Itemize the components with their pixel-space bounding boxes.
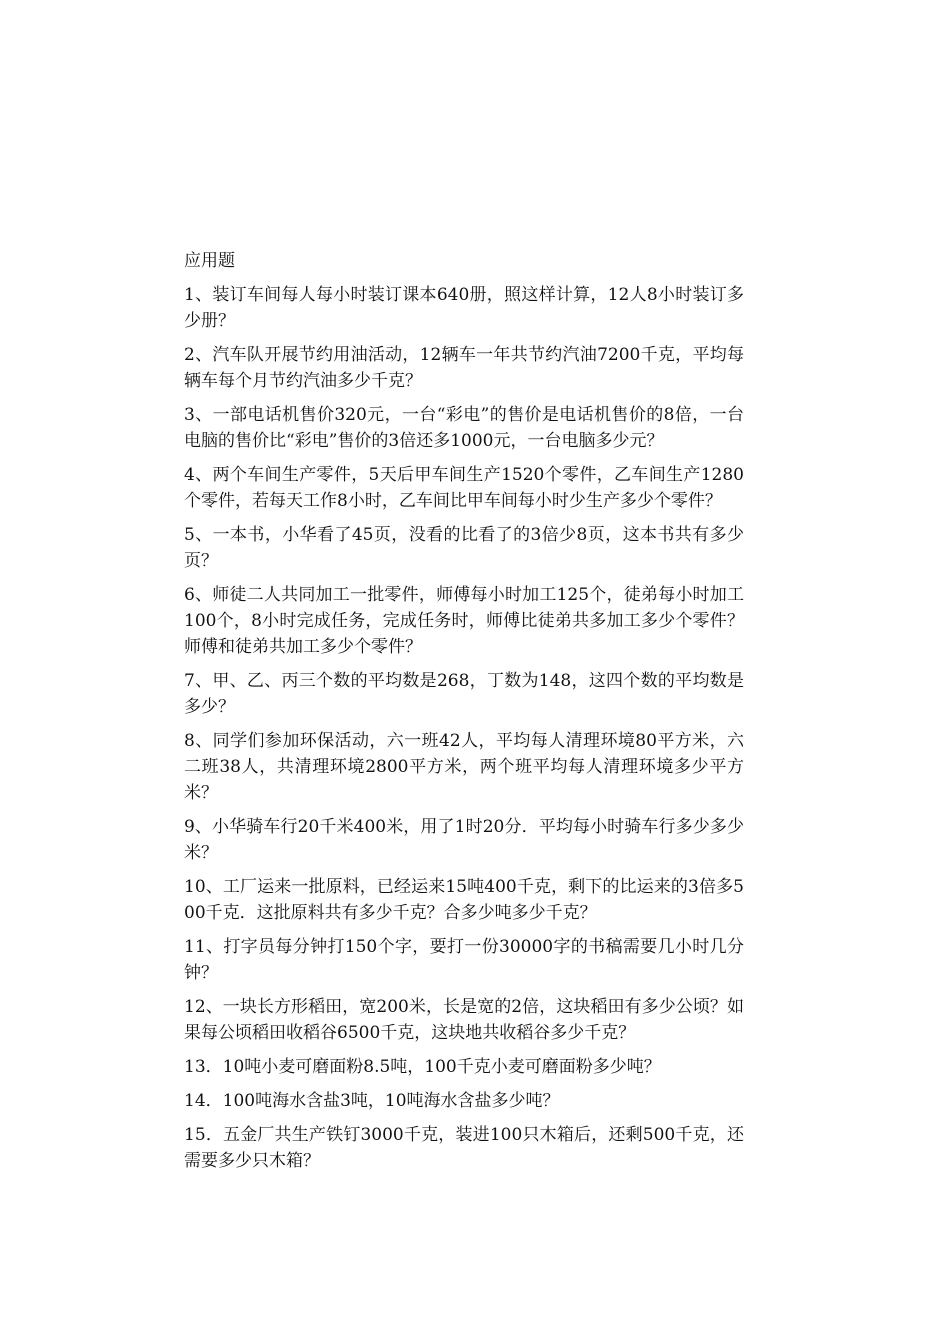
- problem-5: 5、一本书，小华看了45页，没看的比看了的3倍少8页，这本书共有多少页？: [184, 525, 744, 571]
- problem-13: 13．10吨小麦可磨面粉8.5吨，100千克小麦可磨面粉多少吨？: [184, 1057, 661, 1077]
- problem-8: 8、同学们参加环保活动，六一班42人，平均每人清理环境80平方米，六二班38人，共清理环境2800平方米，两个班平均每人清理环境多少平方米？: [184, 731, 744, 803]
- problem-3: 3、一部电话机售价320元，一台“彩电”的售价是电话机售价的8倍，一台电脑的售价比“彩电”售价的3倍还多1000元，一台电脑多少元？: [184, 405, 744, 451]
- problem-14: 14．100吨海水含盐3吨，10吨海水含盐多少吨？: [184, 1091, 560, 1111]
- problem-10: 10、工厂运来一批原料，已经运来15吨400千克，剩下的比运来的3倍多500千克．这批原料共有多少千克？合多少吨多少千克？: [184, 877, 744, 923]
- problem-11: 11、打字员每分钟打150个字，要打一份30000字的书稿需要几小时几分钟？: [184, 937, 744, 983]
- problem-15: 15．五金厂共生产铁钉3000千克，装进100只木箱后，还剩500千克，还需要多少只木箱？: [184, 1125, 744, 1171]
- problem-12: 12、一块长方形稻田，宽200米，长是宽的2倍，这块稻田有多少公顷？如果每公顷稻田收稻谷6500千克，这块地共收稻谷多少千克？: [184, 997, 744, 1043]
- problem-9: 9、小华骑车行20千米400米，用了1时20分．平均每小时骑车行多少多少米？: [184, 817, 744, 863]
- document-page: [184, 248, 744, 1182]
- section-heading: 应用题: [184, 251, 235, 271]
- problem-6: 6、师徒二人共同加工一批零件，师傅每小时加工125个，徒弟每小时加工100个，8小时完成任务，完成任务时，师傅比徒弟共多加工多少个零件？师傅和徒弟共加工多少个零件？: [184, 585, 744, 657]
- problem-7: 7、甲、乙、丙三个数的平均数是268，丁数为148，这四个数的平均数是多少？: [184, 671, 744, 717]
- problem-4: 4、两个车间生产零件，5天后甲车间生产1520个零件，乙车间生产1280个零件，若每天工作8小时，乙车间比甲车间每小时少生产多少个零件？: [184, 465, 744, 511]
- problem-2: 2、汽车队开展节约用油活动，12辆车一年共节约汽油7200千克，平均每辆车每个月节约汽油多少千克？: [184, 345, 744, 391]
- problem-1: 1、装订车间每人每小时装订课本640册，照这样计算，12人8小时装订多少册？: [184, 285, 744, 331]
